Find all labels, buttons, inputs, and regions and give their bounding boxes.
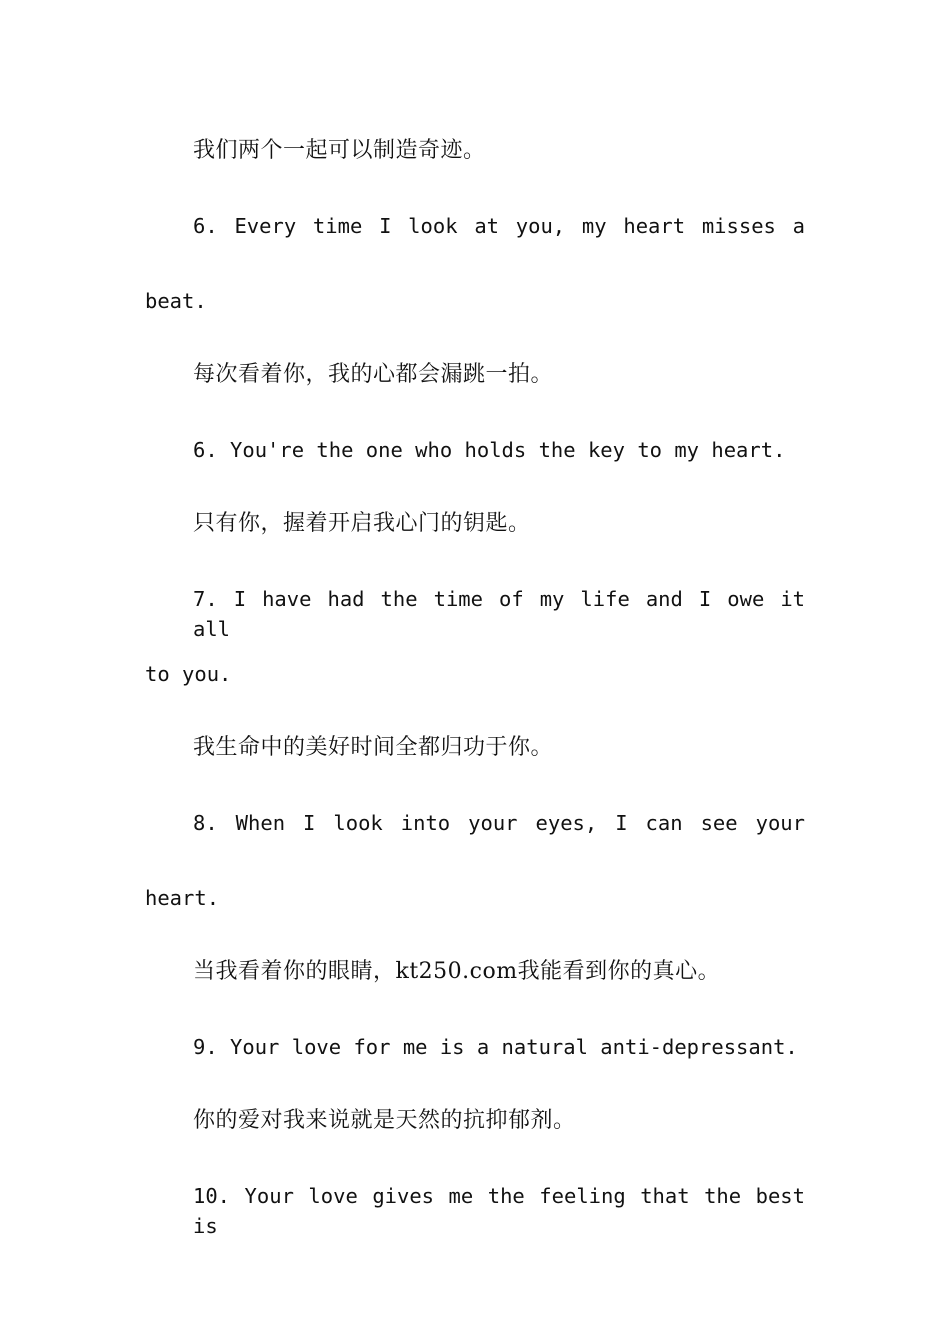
paragraph-line: 7. I have had the time of my life and I owe it all [193,587,805,641]
paragraph-line: 我们两个一起可以制造奇迹。 [193,138,486,163]
paragraph-line: 6. You're the one who holds the key to my heart. [193,438,786,462]
paragraph-line: 9. Your love for me is a natural anti-depressant. [193,1035,798,1059]
paragraph-line: 10. Your love gives me the feeling that the best is [193,1184,805,1238]
paragraph-line: beat. [145,289,207,313]
paragraph-line: 我生命中的美好时间全都归功于你。 [193,735,554,760]
paragraph-line: 只有你，握着开启我心门的钥匙。 [193,511,531,536]
paragraph-line: 8. When I look into your eyes, I can see your [193,811,805,835]
paragraph-line: to you. [145,662,232,686]
paragraph-line: 当我看着你的眼睛，kt250.com我能看到你的真心。 [193,959,721,984]
paragraph-line: 你的爱对我来说就是天然的抗抑郁剂。 [193,1108,576,1133]
paragraph-line: 6. Every time I look at you, my heart misses a [193,214,805,238]
paragraph-line: 每次看着你，我的心都会漏跳一拍。 [193,362,554,387]
paragraph-line: heart. [145,886,220,910]
